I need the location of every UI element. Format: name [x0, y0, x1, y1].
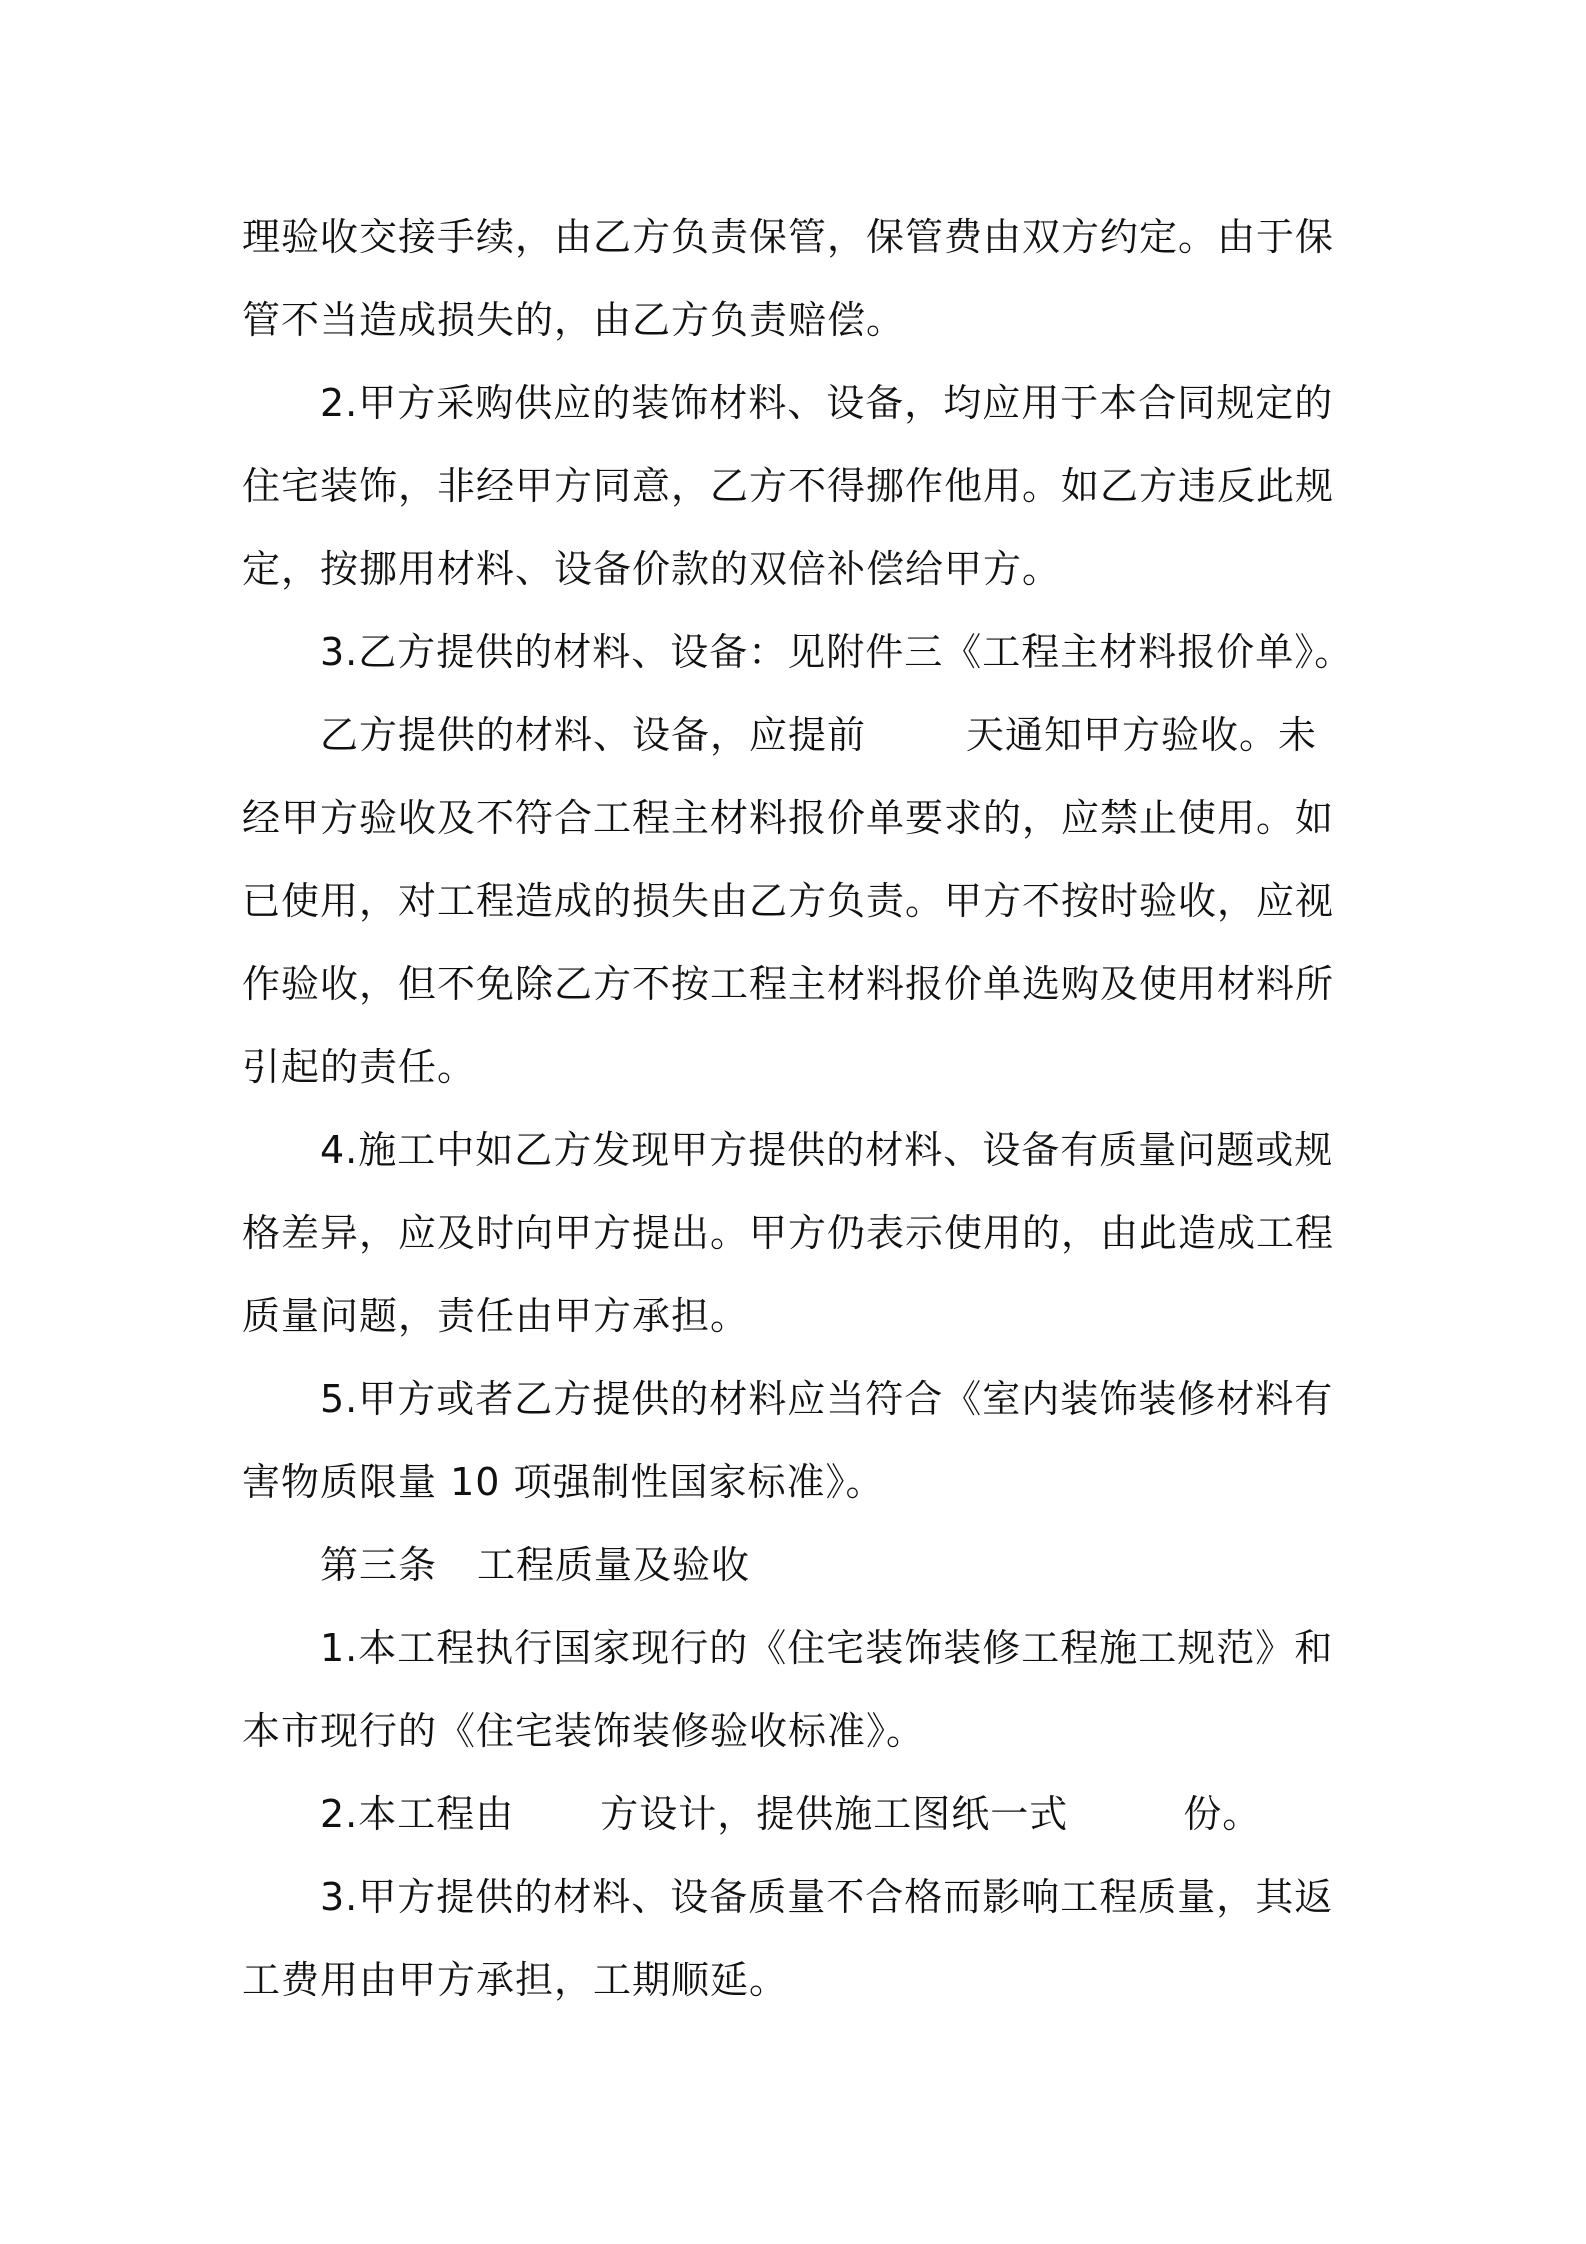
text-segment: 方设计，提供施工图纸一式 — [600, 1792, 1069, 1836]
text-line: 经甲方验收及不符合工程主材料报价单要求的，应禁止使用。如 — [242, 796, 1335, 840]
article-title: 工程质量及验收 — [477, 1543, 751, 1587]
text-line-with-blank — [242, 694, 1362, 777]
text-line: 4.施工中如乙方发现甲方提供的材料、设备有质量问题或规 — [320, 1128, 1334, 1172]
document-body — [242, 196, 1362, 2022]
text-line: 理验收交接手续，由乙方负责保管，保管费由双方约定。由于保 — [242, 215, 1335, 259]
text-line: 作验收，但不免除乙方不按工程主材料报价单选购及使用材料所 — [242, 962, 1335, 1006]
text-line: 3.甲方提供的材料、设备质量不合格而影响工程质量，其返 — [320, 1875, 1334, 1919]
article-number: 第三条 — [320, 1543, 438, 1587]
article-heading — [242, 1524, 1362, 1607]
text-line: 本市现行的《住宅装饰装修验收标准》。 — [242, 1709, 926, 1753]
text-segment: 份。 — [1183, 1792, 1262, 1836]
text-line-with-blanks — [242, 1773, 1362, 1856]
text-line: 格差异，应及时向甲方提出。甲方仍表示使用的，由此造成工程 — [242, 1211, 1335, 1255]
text-line: 住宅装饰，非经甲方同意，乙方不得挪作他用。如乙方违反此规 — [242, 464, 1335, 508]
text-line: 害物质限量 10 项强制性国家标准》。 — [242, 1460, 885, 1504]
text-segment: 乙方提供的材料、设备，应提前 — [320, 713, 867, 757]
text-line: 管不当造成损失的，由乙方负责赔偿。 — [242, 298, 906, 342]
text-line: 已使用，对工程造成的损失由乙方负责。甲方不按时验收，应视 — [242, 879, 1335, 923]
text-line: 质量问题，责任由甲方承担。 — [242, 1294, 750, 1338]
text-line: 2.甲方采购供应的装饰材料、设备，均应用于本合同规定的 — [320, 381, 1334, 425]
text-line: 引起的责任。 — [242, 1045, 477, 1089]
text-line: 1.本工程执行国家现行的《住宅装饰装修工程施工规范》和 — [320, 1626, 1334, 1670]
text-line: 3.乙方提供的材料、设备：见附件三《工程主材料报价单》。 — [320, 630, 1354, 674]
text-segment: 2.本工程由 — [320, 1792, 515, 1836]
text-line: 工费用由甲方承担，工期顺延。 — [242, 1958, 789, 2002]
text-line: 5.甲方或者乙方提供的材料应当符合《室内装饰装修材料有 — [320, 1377, 1334, 1421]
text-line: 定，按挪用材料、设备价款的双倍补偿给甲方。 — [242, 547, 1062, 591]
text-segment: 天通知甲方验收。未 — [966, 713, 1318, 757]
